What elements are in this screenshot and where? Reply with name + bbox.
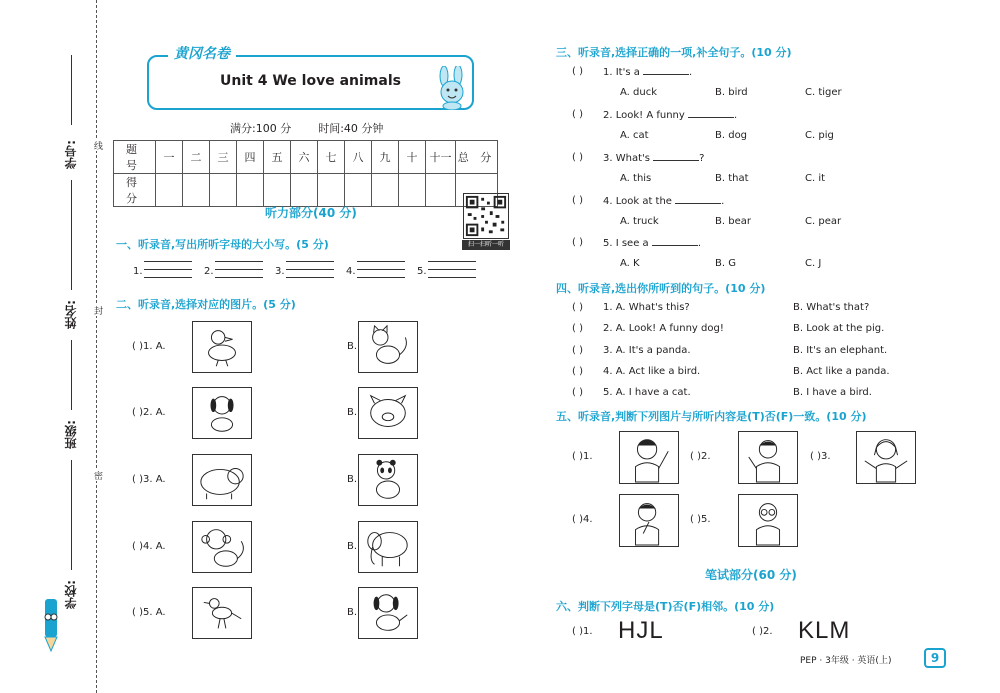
girl-arms-out-icon bbox=[857, 432, 915, 483]
s3-q2-blank[interactable] bbox=[688, 109, 734, 118]
student-number-line-2 bbox=[71, 180, 72, 290]
score-cell[interactable] bbox=[318, 174, 345, 207]
score-cell[interactable] bbox=[345, 174, 372, 207]
s1-line[interactable] bbox=[215, 277, 263, 278]
score-info bbox=[230, 120, 383, 136]
girl-pointing-picture[interactable] bbox=[619, 431, 679, 484]
score-table-header-row bbox=[114, 141, 498, 174]
s5-item-2-label[interactable]: ( )2. bbox=[690, 451, 711, 462]
s1-num-4: 4. bbox=[346, 266, 356, 277]
s3-q1-c[interactable]: C. tiger bbox=[805, 87, 842, 98]
class-line bbox=[71, 460, 72, 570]
s3-q5-paren[interactable]: ( ) bbox=[572, 237, 583, 248]
s3-q1 bbox=[603, 66, 692, 78]
s2-item-4-b[interactable]: B. bbox=[347, 541, 358, 552]
score-cell[interactable] bbox=[210, 174, 237, 207]
s1-line[interactable] bbox=[357, 261, 405, 262]
dog-picture[interactable] bbox=[192, 387, 252, 439]
s5-item-4-label[interactable]: ( )4. bbox=[572, 514, 593, 525]
s1-line[interactable] bbox=[428, 261, 476, 262]
girl-pointing-icon bbox=[620, 432, 678, 483]
cat-picture[interactable] bbox=[358, 321, 418, 373]
pig-picture[interactable] bbox=[358, 387, 418, 439]
score-col-8: 八 bbox=[345, 141, 372, 174]
s3-q3-c[interactable]: C. it bbox=[805, 173, 826, 184]
s2-item-1-b[interactable]: B. bbox=[347, 341, 358, 352]
seal-char-seal: 封 bbox=[92, 306, 102, 315]
s3-q4-a[interactable]: A. truck bbox=[620, 216, 659, 227]
s4-q4-a[interactable]: 4. A. Act like a bird. bbox=[603, 366, 701, 377]
bear-picture[interactable] bbox=[192, 454, 252, 506]
s3-q4-c[interactable]: C. pear bbox=[805, 216, 842, 227]
s4-q2-a[interactable]: 2. A. Look! A funny dog! bbox=[603, 323, 724, 334]
s4-q2-b[interactable]: B. Look at the pig. bbox=[793, 323, 885, 334]
s3-q2-paren[interactable]: ( ) bbox=[572, 109, 583, 120]
puppy-icon bbox=[359, 588, 417, 638]
score-col-header: 题 号 bbox=[114, 141, 156, 174]
dog-icon bbox=[193, 388, 251, 438]
s3-q3-end: ? bbox=[699, 153, 705, 164]
panda-icon bbox=[359, 455, 417, 505]
score-col-7: 七 bbox=[318, 141, 345, 174]
s2-item-5-label[interactable]: ( )5. A. bbox=[132, 607, 166, 618]
s1-line[interactable] bbox=[357, 269, 405, 270]
panda-picture[interactable] bbox=[358, 454, 418, 506]
s3-q4-b[interactable]: B. bear bbox=[715, 216, 751, 227]
s3-q2-end: . bbox=[734, 110, 738, 121]
writing-part-title: 笔试部分(60 分) bbox=[705, 568, 797, 582]
score-row-label: 得 分 bbox=[114, 174, 156, 207]
s6-item-2-label[interactable]: ( )2. bbox=[752, 626, 773, 637]
cat-icon bbox=[359, 322, 417, 372]
s2-item-2-label[interactable]: ( )2. A. bbox=[132, 407, 166, 418]
s3-q4-blank[interactable] bbox=[675, 195, 721, 204]
s1-line[interactable] bbox=[144, 277, 192, 278]
score-col-9: 九 bbox=[372, 141, 399, 174]
s3-q1-end: . bbox=[689, 67, 693, 78]
s4-q1-b[interactable]: B. What's that? bbox=[793, 302, 870, 313]
section2-title: 二、听录音,选择对应的图片。(5 分) bbox=[116, 298, 296, 311]
s3-q5-c[interactable]: C. J bbox=[805, 258, 822, 269]
s4-q2-paren[interactable]: ( ) bbox=[572, 323, 583, 334]
name-line bbox=[71, 340, 72, 410]
exam-time: 时间:40 分钟 bbox=[318, 122, 384, 135]
section4-title: 四、听录音,选出你所听到的句子。(10 分) bbox=[556, 282, 766, 295]
s3-q4-paren[interactable]: ( ) bbox=[572, 195, 583, 206]
s1-line[interactable] bbox=[286, 261, 334, 262]
s4-q3-a[interactable]: 3. A. It's a panda. bbox=[603, 345, 691, 356]
s3-q5-text: 5. I see a bbox=[603, 238, 649, 249]
s3-q4-end: . bbox=[721, 196, 725, 207]
boy-thinking-icon bbox=[620, 495, 678, 546]
s3-q4 bbox=[603, 195, 724, 207]
s1-num-3: 3. bbox=[275, 266, 285, 277]
s3-q1-paren[interactable]: ( ) bbox=[572, 66, 583, 77]
s2-item-1-label[interactable]: ( )1. A. bbox=[132, 341, 166, 352]
section5-title: 五、听录音,判断下列图片与所听内容是(T)否(F)一致。(10 分) bbox=[556, 410, 867, 423]
footer-text: PEP · 3年级 · 英语(上) bbox=[800, 656, 892, 666]
name-label: 姓名: bbox=[64, 300, 78, 329]
score-col-4: 四 bbox=[237, 141, 264, 174]
s6-item-2-letters: KLM bbox=[798, 617, 851, 644]
s4-q3-b[interactable]: B. It's an elephant. bbox=[793, 345, 888, 356]
s1-line[interactable] bbox=[286, 269, 334, 270]
bunny-mascot-icon bbox=[430, 66, 476, 110]
s4-q4-b[interactable]: B. Act like a panda. bbox=[793, 366, 890, 377]
bird-icon bbox=[193, 588, 251, 638]
score-cell[interactable] bbox=[264, 174, 291, 207]
s4-q4-paren[interactable]: ( ) bbox=[572, 366, 583, 377]
s1-line[interactable] bbox=[357, 277, 405, 278]
s3-q3-text: 3. What's bbox=[603, 153, 650, 164]
qr-code-icon[interactable] bbox=[463, 193, 509, 239]
girl-arms-out-picture[interactable] bbox=[856, 431, 916, 484]
score-cell[interactable] bbox=[156, 174, 183, 207]
class-label: 班级: bbox=[64, 420, 78, 449]
s3-q3-paren[interactable]: ( ) bbox=[572, 152, 583, 163]
score-col-2: 二 bbox=[183, 141, 210, 174]
section1-title: 一、听录音,写出所听字母的大小写。(5 分) bbox=[116, 238, 329, 251]
s1-line[interactable] bbox=[144, 269, 192, 270]
s3-q2-b[interactable]: B. dog bbox=[715, 130, 748, 141]
s3-q1-blank[interactable] bbox=[643, 66, 689, 75]
s1-line[interactable] bbox=[215, 269, 263, 270]
school-label: 学校: bbox=[64, 580, 78, 609]
s5-item-3-label[interactable]: ( )3. bbox=[810, 451, 831, 462]
s3-q1-text: 1. It's a bbox=[603, 67, 640, 78]
elephant-icon bbox=[359, 522, 417, 572]
s3-q5-blank[interactable] bbox=[652, 237, 698, 246]
score-col-3: 三 bbox=[210, 141, 237, 174]
listening-part-title: 听力部分(40 分) bbox=[265, 206, 357, 220]
s5-item-5-label[interactable]: ( )5. bbox=[690, 514, 711, 525]
student-number-line bbox=[71, 55, 72, 125]
s3-q2 bbox=[603, 109, 737, 121]
s2-item-5-b[interactable]: B. bbox=[347, 607, 358, 618]
monkey-picture[interactable] bbox=[192, 521, 252, 573]
s1-line[interactable] bbox=[428, 277, 476, 278]
boy-waving-icon bbox=[739, 432, 797, 483]
s3-q1-b[interactable]: B. bird bbox=[715, 87, 748, 98]
score-col-11: 十一 bbox=[426, 141, 456, 174]
score-col-1: 一 bbox=[156, 141, 183, 174]
s3-q3-a[interactable]: A. this bbox=[620, 173, 652, 184]
student-number-label: 学号: bbox=[64, 140, 78, 169]
s6-item-1-label[interactable]: ( )1. bbox=[572, 626, 593, 637]
s4-q1-paren[interactable]: ( ) bbox=[572, 302, 583, 313]
qr-caption: 扫一扫听一听 bbox=[462, 240, 510, 250]
section3-title: 三、听录音,选择正确的一项,补全句子。(10 分) bbox=[556, 46, 792, 59]
pig-icon bbox=[359, 388, 417, 438]
fold-dashed-line bbox=[96, 0, 97, 693]
s3-q4-text: 4. Look at the bbox=[603, 196, 672, 207]
duck-icon bbox=[193, 322, 251, 372]
s3-q5-a[interactable]: A. K bbox=[620, 258, 640, 269]
s2-item-2-b[interactable]: B. bbox=[347, 407, 358, 418]
boy-glasses-icon bbox=[739, 495, 797, 546]
unit-title: Unit 4 We love animals bbox=[220, 73, 401, 89]
s2-item-3-b[interactable]: B. bbox=[347, 474, 358, 485]
puppy-picture[interactable] bbox=[358, 587, 418, 639]
s3-q2-a[interactable]: A. cat bbox=[620, 130, 649, 141]
s1-line[interactable] bbox=[215, 261, 263, 262]
s4-q1-a[interactable]: 1. A. What's this? bbox=[603, 302, 690, 313]
s3-q5-end: . bbox=[697, 238, 702, 249]
full-score: 满分:100 分 bbox=[230, 122, 292, 135]
score-col-total: 总 分 bbox=[456, 141, 498, 174]
duck-picture[interactable] bbox=[192, 321, 252, 373]
s3-q2-text: 2. Look! A funny bbox=[603, 110, 685, 121]
boy-thinking-picture[interactable] bbox=[619, 494, 679, 547]
score-table-score-row bbox=[114, 174, 498, 207]
score-cell[interactable] bbox=[237, 174, 264, 207]
s4-q3-paren[interactable]: ( ) bbox=[572, 345, 583, 356]
pencil-mascot-icon bbox=[36, 597, 66, 657]
page-number: 9 bbox=[924, 648, 946, 668]
s4-q5-a[interactable]: 5. A. I have a cat. bbox=[603, 387, 691, 398]
s3-q3-blank[interactable] bbox=[653, 152, 699, 161]
bird-picture[interactable] bbox=[192, 587, 252, 639]
s1-num-2: 2. bbox=[204, 266, 214, 277]
s3-q2-c[interactable]: C. pig bbox=[805, 130, 834, 141]
score-cell[interactable] bbox=[426, 174, 456, 207]
s4-q5-b[interactable]: B. I have a bird. bbox=[793, 387, 872, 398]
monkey-icon bbox=[193, 522, 251, 572]
s3-q1-a[interactable]: A. duck bbox=[620, 87, 657, 98]
elephant-picture[interactable] bbox=[358, 521, 418, 573]
seal-char-secret: 密 bbox=[92, 471, 102, 480]
boy-glasses-picture[interactable] bbox=[738, 494, 798, 547]
score-cell[interactable] bbox=[291, 174, 318, 207]
score-col-6: 六 bbox=[291, 141, 318, 174]
score-cell[interactable] bbox=[183, 174, 210, 207]
s6-item-1-letters: HJL bbox=[618, 617, 664, 644]
score-table bbox=[113, 140, 498, 207]
binding-margin bbox=[0, 0, 110, 693]
s2-item-3-label[interactable]: ( )3. A. bbox=[132, 474, 166, 485]
s3-q3 bbox=[603, 152, 704, 164]
s1-num-5: 5. bbox=[417, 266, 427, 277]
s2-item-4-label[interactable]: ( )4. A. bbox=[132, 541, 166, 552]
s1-line[interactable] bbox=[286, 277, 334, 278]
s1-line[interactable] bbox=[428, 269, 476, 270]
s3-q5 bbox=[603, 237, 701, 249]
s5-item-1-label[interactable]: ( )1. bbox=[572, 451, 593, 462]
score-cell[interactable] bbox=[399, 174, 426, 207]
bear-icon bbox=[193, 455, 251, 505]
score-col-10: 十 bbox=[399, 141, 426, 174]
s1-num-1: 1. bbox=[133, 266, 143, 277]
s4-q5-paren[interactable]: ( ) bbox=[572, 387, 583, 398]
s1-line[interactable] bbox=[144, 261, 192, 262]
score-cell[interactable] bbox=[372, 174, 399, 207]
score-col-5: 五 bbox=[264, 141, 291, 174]
section6-title: 六、判断下列字母是(T)否(F)相邻。(10 分) bbox=[556, 600, 775, 613]
s3-q3-b[interactable]: B. that bbox=[715, 173, 749, 184]
s3-q5-b[interactable]: B. G bbox=[715, 258, 736, 269]
seal-char-line: 线 bbox=[92, 141, 102, 150]
brand-logo: 黄冈名卷 bbox=[168, 43, 236, 63]
boy-waving-picture[interactable] bbox=[738, 431, 798, 484]
